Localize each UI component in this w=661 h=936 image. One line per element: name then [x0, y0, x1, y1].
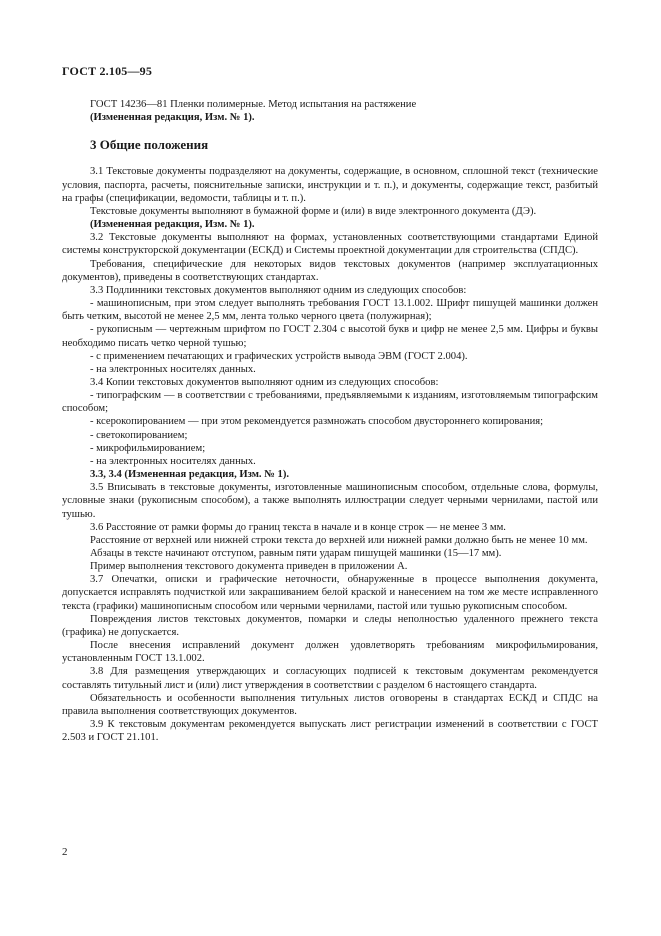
list-item: - ксерокопированием — при этом рекомендуется размножать способом двустороннего копирования;: [90, 416, 544, 428]
paragraph: 3.7 Опечатки, описки и графические неточности, обнаруженные в процессе выполнения документа, допускается исправлять подчисткой или закрашиванием белой краской и нанесением на том же месте исправленного текста (графики) машинописным способом или черными чернилами, пастой или тушью рукописным способом.: [62, 574, 598, 612]
paragraph: Текстовые документы выполняют в бумажной форме и (или) в виде электронного документа (ДЭ).: [90, 205, 537, 217]
paragraph: Повреждения листов текстовых документов, помарки и следы неполностью удаленного прежнего текста (графика) не допускается.: [62, 613, 598, 638]
paragraph: 3.1 Текстовые документы подразделяют на документы, содержащие, в основном, сплошной текст (технические условия, паспорта, расчеты, пояснительные записки, инструкции и т. п.), и документы, содержащие текст, разбитый на графы (спецификации, ведомости, таблицы и т. п.).: [62, 166, 598, 204]
paragraph: 3.5 Вписывать в текстовые документы, изготовленные машинописным способом, отдельные слова, формулы, условные знаки (рукописным способом), а также выполнять иллюстрации следует черными чернилами, пастой или тушью.: [62, 482, 598, 520]
edition-note: 3.3, 3.4 (Измененная редакция, Изм. № 1).: [90, 469, 289, 481]
paragraph: 3.2 Текстовые документы выполняют на формах, установленных соответствующими стандартами Единой системы конструкторской документации (ЕСКД) и Системы проектной документации для строительства (СПДС).: [62, 232, 598, 257]
reference-line: ГОСТ 14236—81 Пленки полимерные. Метод испытания на растяжение: [90, 99, 417, 110]
paragraph: Пример выполнения текстового документа приведен в приложении А.: [90, 561, 408, 573]
paragraph: Расстояние от верхней или нижней строки текста до верхней или нижней рамки должно быть не менее 10 мм.: [90, 534, 588, 546]
list-item: - микрофильмированием;: [90, 442, 206, 454]
list-item: - с применением печатающих и графических устройств вывода ЭВМ (ГОСТ 2.004).: [90, 350, 468, 362]
paragraph: Обязательность и особенности выполнения титульных листов оговорены в стандартах ЕСКД и СПДС на правила выполнения соответствующих документов.: [62, 692, 598, 717]
paragraph: 3.4 Копии текстовых документов выполняют одним из следующих способов:: [90, 376, 439, 388]
paragraph: 3.3 Подлинники текстовых документов выполняют одним из следующих способов:: [90, 284, 467, 296]
paragraph: 3.9 К текстовым документам рекомендуется выпускать лист регистрации изменений в соответствии с ГОСТ 2.503 и ГОСТ 21.101.: [62, 719, 598, 744]
list-item: - светокопированием;: [90, 429, 188, 441]
paragraph: 3.6 Расстояние от рамки формы до границ текста в начале и в конце строк — не менее 3 мм.: [90, 521, 506, 533]
section-title: 3 Общие положения: [90, 137, 209, 153]
edition-note: (Измененная редакция, Изм. № 1).: [90, 112, 255, 124]
list-item: - на электронных носителях данных.: [90, 363, 256, 375]
paragraph: 3.8 Для размещения утверждающих и согласующих подписей к текстовым документам рекомендуется составлять титульный лист и (или) лист утверждения в соответствии с разделом 6 настоящего стандарта.: [62, 666, 598, 691]
list-item: - рукописным — чертежным шрифтом по ГОСТ 2.304 с высотой букв и цифр не менее 2,5 мм. Цифры и буквы необходимо писать четко черной тушью;: [62, 324, 598, 349]
document-header: ГОСТ 2.105—95: [62, 64, 153, 78]
list-item: - на электронных носителях данных.: [90, 455, 256, 467]
document-body: [62, 98, 598, 744]
page-number: 2: [62, 846, 68, 858]
edition-note: (Измененная редакция, Изм. № 1).: [90, 219, 255, 231]
paragraph: Требования, специфические для некоторых видов текстовых документов (например эксплуатационных документов), приведены в соответствующих стандартах.: [62, 258, 598, 283]
paragraph: После внесения исправлений документ должен удовлетворять требованиям микрофильмирования, установленным ГОСТ 13.1.002.: [62, 640, 598, 665]
list-item: - машинописным, при этом следует выполнять требования ГОСТ 13.1.002. Шрифт пишущей машинки должен быть четким, высотой не менее 2,5 мм, лента только черного цвета (полужирная);: [62, 298, 598, 323]
list-item: - типографским — в соответствии с требованиями, предъявляемыми к изданиям, изготовляемым типографским способом;: [62, 390, 598, 415]
paragraph: Абзацы в тексте начинают отступом, равным пяти ударам пишущей машинки (15—17 мм).: [90, 548, 502, 559]
